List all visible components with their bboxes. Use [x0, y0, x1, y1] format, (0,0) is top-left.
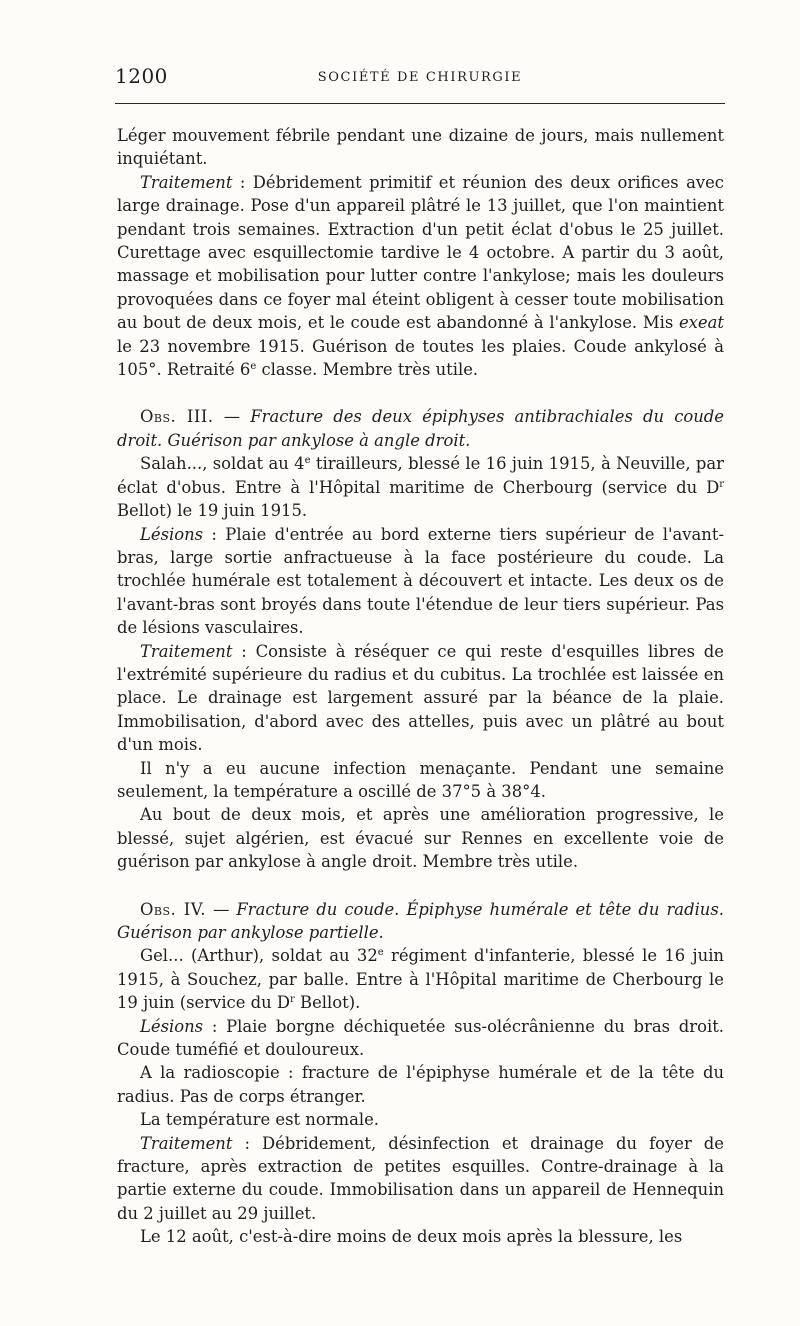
obs3-lesions-paragraph: Lésions : Plaie d'entrée au bord externe tiers supérieur de l'avant-bras, large sortie anfractueuse à la face postérieure du coude. La trochlée humérale est totalement à découvert et intacte. Les deux os de l'avant-bras sont broyés dans toute l'étendue de leur tiers supérieur. Pas de lésions vasculaires.: [117, 524, 724, 638]
treatment-label: Traitement: [140, 1133, 233, 1153]
obs3-title: Fracture des deux épiphyses antibrachiales du coude droit. Guérison par ankylose à angle droit.: [117, 407, 724, 450]
obs3-patient-paragraph: Salah..., soldat au 4e tirailleurs, blessé le 16 juin 1915, à Neuville, par éclat d'obus. Entre à l'Hôpital maritime de Cherbourg (service du $D^r$ Bellot) le 19 juin 1915.: [117, 454, 725, 521]
obs4-label: Obs. IV.: [140, 899, 206, 919]
obs4-radioscopy-paragraph: A la radioscopie : fracture de l'épiphyse humérale et de la tête du radius. Pas de corps étranger.: [117, 1063, 724, 1106]
obs4-continuation-paragraph: Le 12 août, c'est-à-dire moins de deux mois après la blessure, les: [140, 1227, 683, 1247]
section-gap: [117, 874, 724, 898]
treatment-label: Traitement: [140, 172, 233, 192]
paragraph-treatment: Traitement : Débridement primitif et réunion des deux orifices avec large drainage. Pose d'un appareil plâtré le 13 juillet, que l'on maintient pendant trois semaines. Extraction d'un petit éclat d'obus le 25 juillet. Curettage avec esquillectomie tardive le 4 octobre. A partir du 3 août, massage et mobilisation pour lutter contre l'ankylose; mais les douleurs provoquées dans ce foyer mal éteint obligent à cesser toute mobilisation au bout de deux mois, et le coude est abandonné à l'ankylose. Mis exeat le 23 novembre 1915. Guérison de toutes les plaies. Coude ankylosé à 105°. Retraité 6e classe. Membre très utile.: [117, 172, 724, 380]
exeat-term: exeat: [678, 313, 724, 333]
obs4-treatment-paragraph: Traitement : Débridement, désinfection et drainage du foyer de fracture, après extraction de petites esquilles. Contre-drainage à la partie externe du coude. Immobilisation dans un appareil de Hennequin du 2 juillet au 29 juillet.: [117, 1133, 724, 1223]
running-title: SOCIÉTÉ DE CHIRURGIE: [317, 70, 523, 85]
obs4-title: Fracture du coude. Épiphyse humérale et tête du radius. Guérison par ankylose partielle.: [117, 899, 724, 942]
header-rule: [115, 103, 725, 104]
obs3-treatment-paragraph: Traitement : Consiste à réséquer ce qui reste d'esquilles libres de l'extrémité supérieure du radius et du cubitus. La trochlée est laissée en place. Le drainage est largement assuré par la béance de la plaie. Immobilisation, d'abord avec des attelles, puis avec un plâtré au bout d'un mois.: [117, 641, 724, 755]
page-number: 1200: [115, 64, 168, 88]
lesions-label: Lésions: [140, 1016, 204, 1036]
obs4-temperature-paragraph: La température est normale.: [140, 1110, 380, 1130]
page-header: [115, 64, 725, 94]
obs4-lesions-paragraph: Lésions : Plaie borgne déchiquetée sus-olécrânienne du bras droit. Coude tuméfié et douloureux.: [117, 1016, 724, 1060]
paragraph-fever: Léger mouvement fébrile pendant une dizaine de jours, mais nullement inquiétant.: [117, 126, 724, 169]
lesions-label: Lésions: [140, 524, 204, 544]
page-body: [117, 124, 724, 1249]
obs3-heading: Obs. III. — Fracture des deux épiphyses antibrachiales du coude droit. Guérison par ankylose à angle droit.: [117, 407, 724, 450]
obs4-heading: Obs. IV. — Fracture du coude. Épiphyse humérale et tête du radius. Guérison par ankylose partielle.: [117, 899, 724, 942]
treatment-label: Traitement: [140, 641, 233, 661]
obs3-outcome-paragraph: Au bout de deux mois, et après une amélioration progressive, le blessé, sujet algérien, est évacué sur Rennes en excellente voie de guérison par ankylose à angle droit. Membre très utile.: [117, 805, 724, 872]
section-gap: [117, 381, 724, 405]
obs4-patient-paragraph: Gel... (Arthur), soldat au 32e régiment d'infanterie, blessé le 16 juin 1915, à Souchez, par balle. Entre à l'Hôpital maritime de Cherbourg le 19 juin (service du $D^r$ Bellot).: [117, 946, 724, 1013]
obs3-label: Obs. III.: [140, 407, 214, 427]
obs3-infection-paragraph: Il n'y a eu aucune infection menaçante. Pendant une semaine seulement, la température a oscillé de 37°5 à 38°4.: [117, 758, 724, 801]
